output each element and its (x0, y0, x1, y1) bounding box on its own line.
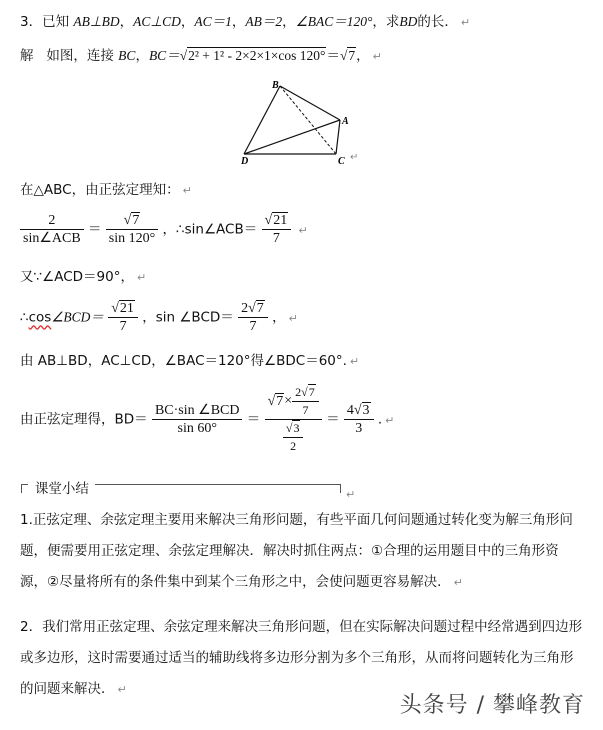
step-5: 由 AB⊥BD，AC⊥CD，∠BAC＝120°得∠BDC＝60°. ↵ (20, 353, 360, 369)
segment-ad (244, 120, 340, 154)
segment-bc-dashed (280, 86, 336, 154)
triangle-figure (236, 78, 366, 168)
problem-statement: 3．已知 AB⊥BD，AC⊥CD，AC＝1，AB＝2，∠BAC＝120°，求BD的长． ↵ (20, 14, 471, 30)
summary-paragraph-2: 2．我们常用正弦定理、余弦定理来解决三角形问题，但在实际解决问题过程中经常遇到四边形或多边形，这时需要通过适当的辅助线将多边形分割为多个三角形，从而将问题转化为三角形的问题来解决． ↵ (20, 619, 583, 697)
step-6: 由正弦定理得，BD＝ $\frac{\text{BC·sin ∠BCD}}{\sin 60^\circ}$ ＝ √7× $\frac{2√7}{7}$ $\frac{√3}{2}$ ＝ $\frac{4√3}{3}$ . ↵ (20, 385, 395, 453)
segment-ca (336, 120, 340, 154)
label-c: C (338, 156, 345, 167)
step-4: ∴cos∠BCD＝ $\frac{√21}{7}$ ，sin ∠BCD＝ $\frac{2√7}{7}$ ， ↵ (20, 301, 298, 334)
label-a: A (342, 116, 349, 127)
segment-bd (244, 86, 280, 154)
segment-ab (280, 86, 340, 120)
solution-intro: 解 如图，连接 BC，BC＝√2² + 1² - 2×2×1×cos 120°＝√7， ↵ (20, 48, 382, 64)
watermark: 头条号 / 攀峰教育 (399, 693, 585, 718)
step-1: 在△ABC，由正弦定理知： ↵ (20, 182, 192, 198)
label-d: D (241, 156, 249, 167)
summary-bracket-right (95, 484, 341, 493)
step-2: $\frac{2}{\text{sin∠ACB}}$ ＝ $\frac{√7}{\sin 120^\circ}$ ，∴sin∠ACB＝ $\frac{√21}{7}$ ↵ (20, 212, 308, 247)
step-3: 又∵∠ACD＝90°， ↵ (20, 269, 147, 285)
summary-title: 课堂小结 (34, 481, 89, 497)
summary-paragraph-1: 1.正弦定理、余弦定理主要用来解决三角形问题，有些平面几何问题通过转化变为解三角形问题，便需要用正弦定理、余弦定理解决．解决时抓住两点：①合理的运用题目中的三角形资源，②尽量将所有的条件集中到某个三角形之中，会使问题更容易解决． ↵ (20, 512, 573, 590)
label-b: B (272, 80, 279, 91)
svg-text:↵: ↵ (350, 152, 359, 163)
